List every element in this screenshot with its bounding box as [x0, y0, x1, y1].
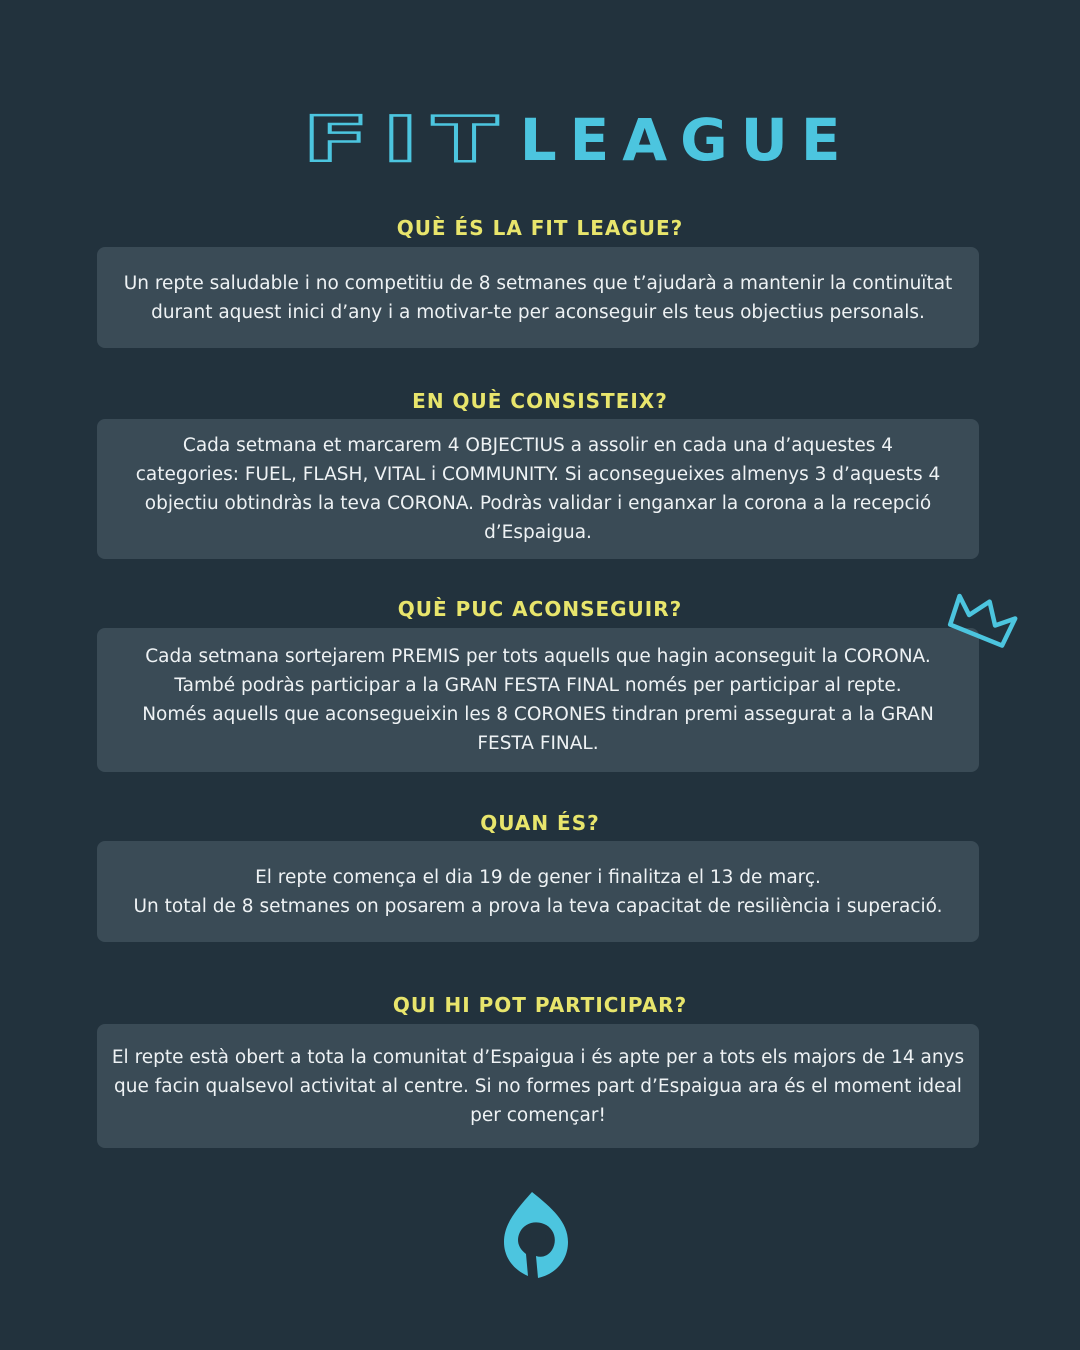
text-line: categories: FUEL, FLASH, VITAL i COMMUNITY. Si aconsegueixes almenys 3 d’aquests 4	[135, 464, 941, 485]
text-line: També podràs participar a la GRAN FESTA FINAL només per participar al repte.	[174, 675, 902, 696]
espaigua-logo-icon	[502, 1190, 570, 1280]
logo-league-text: LEAGUE	[519, 106, 854, 174]
text-line: Un repte saludable i no competitiu de 8 setmanes que t’ajudarà a mantenir la continuïtat	[123, 272, 953, 294]
crown-icon	[943, 590, 1019, 656]
section-heading-what-consists: EN QUÈ CONSISTEIX?	[412, 389, 668, 413]
text-line: durant aquest inici d’any i a motivar-te per aconseguir els teus objectius personals.	[151, 301, 925, 323]
fitleague-logo	[0, 105, 1080, 175]
text-line: d’Espaigua.	[484, 522, 592, 543]
text-line: El repte està obert a tota la comunitat d’Espaigua i és apte per a tots els majors de 14 anys	[111, 1046, 965, 1068]
section-text-who	[112, 1043, 964, 1130]
section-box-who	[97, 1024, 979, 1148]
section-heading-who: QUI HI POT PARTICIPAR?	[392, 993, 688, 1017]
section-box-when	[97, 841, 979, 942]
text-line: Cada setmana et marcarem 4 OBJECTIUS a assolir en cada una d’aquestes 4	[182, 435, 894, 456]
text-line: per començar!	[470, 1104, 606, 1126]
section-heading-when: QUAN ÉS?	[480, 811, 600, 835]
text-line: FESTA FINAL.	[477, 733, 599, 754]
section-text-prizes	[142, 642, 934, 758]
section-box-what-consists	[97, 419, 979, 559]
text-line: El repte comença el dia 19 de gener i finalitza el 13 de març.	[255, 866, 821, 888]
section-box-what-is	[97, 247, 979, 348]
text-line: Un total de 8 setmanes on posarem a prova la teva capacitat de resiliència i superació.	[133, 895, 943, 917]
text-line: objectiu obtindràs la teva CORONA. Podràs validar i enganxar la corona a la recepció	[144, 493, 932, 514]
section-box-prizes	[97, 628, 979, 772]
text-line: Cada setmana sortejarem PREMIS per tots aquells que hagin aconseguit la CORONA.	[145, 646, 931, 667]
section-heading-what-is: QUÈ ÉS LA FIT LEAGUE?	[396, 216, 684, 240]
text-line: Només aquells que aconsegueixin les 8 CORONES tindran premi assegurat a la GRAN	[142, 704, 934, 725]
section-text-what-consists	[136, 431, 940, 547]
section-text-what-is	[124, 269, 953, 327]
logo-fit-text: FIT	[302, 103, 512, 176]
section-text-when	[133, 863, 942, 921]
section-heading-prizes: QUÈ PUC ACONSEGUIR?	[397, 597, 683, 621]
text-line: que facin qualsevol activitat al centre. Si no formes part d’Espaigua ara és el moment ideal	[114, 1075, 962, 1097]
